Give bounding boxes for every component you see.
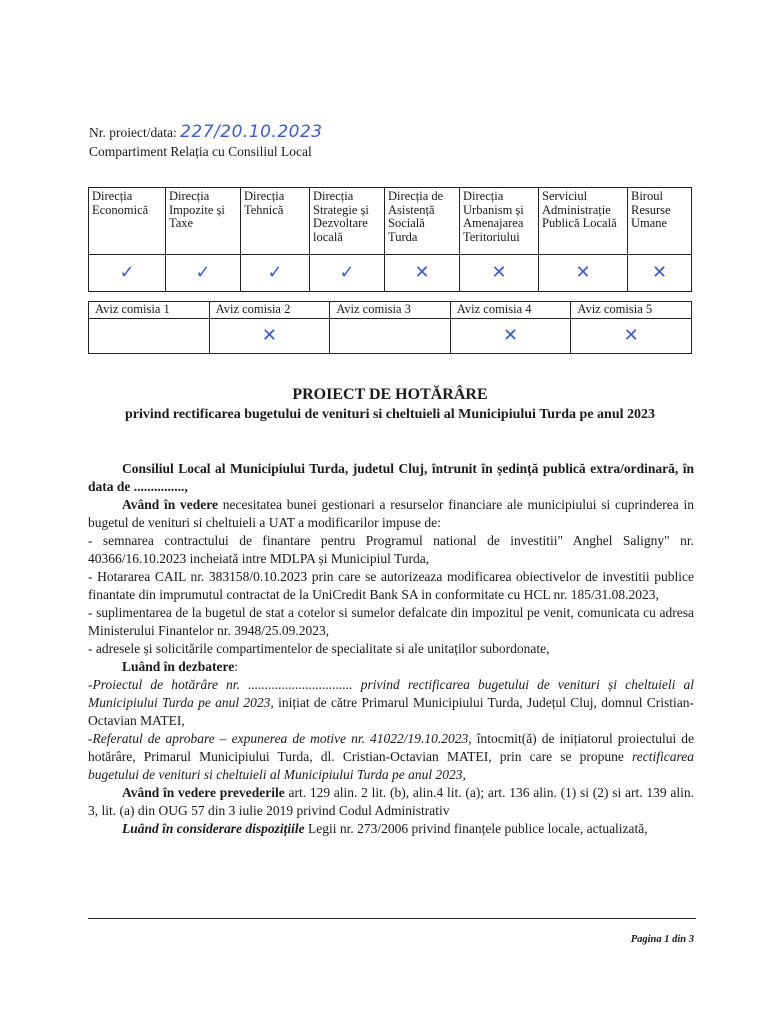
commission-header: Aviz comisia 2	[209, 302, 330, 319]
signature-mark: ✓	[310, 255, 385, 292]
considering-paragraph	[88, 496, 694, 532]
directions-approval-table	[88, 187, 692, 292]
signature-mark: ✕	[628, 255, 692, 292]
signature-mark: ✓	[241, 255, 310, 292]
commission-mark: ✕	[450, 318, 571, 353]
handwritten-project-number: 227/20.10.2023	[180, 122, 323, 142]
direction-header: Direcția Tehnică	[241, 188, 310, 255]
direction-header: Direcția Impozite și Taxe	[166, 188, 241, 255]
signature-mark: ✕	[460, 255, 539, 292]
document-body	[88, 460, 694, 838]
project-reference-italic: -Proiectul de hotărâre nr. ............................... privind rectificarea bugetului de venituri și cheltuieli al Municipiului Turda pe anul 2023,	[88, 677, 694, 710]
page-number: Pagina 1 din 3	[630, 934, 694, 945]
signature-mark: ✓	[89, 255, 166, 292]
signature-mark: ✓	[166, 255, 241, 292]
project-reference-paragraph	[88, 676, 694, 730]
considering-text: necesitatea bunei gestionari a resurselor financiare ale municipiului si cuprinderea in bugetul de venituri si cheltuieli a UAT a modificarilor impuse de:	[88, 497, 694, 530]
document-title: PROIECT DE HOTĂRÂRE	[292, 386, 488, 403]
provisions-text: art. 129 alin. 2 lit. (b), alin.4 lit. (a); art. 136 alin. (1) si (2) si art. 139 alin. 3, lit. (a) din OUG 57 din 3 iulie 2019 privind Codul Administrativ	[88, 785, 694, 818]
debate-colon: :	[234, 659, 239, 674]
law-label: Luând în considerare dispozițiile	[122, 821, 305, 836]
referat-text: întocmit(ă) de inițiatorul proiectului de hotărâre, Primarul Municipiului Turda, dl. Cristian-Octavian MATEI, prin care se propune	[88, 731, 695, 764]
footer-divider	[88, 918, 696, 919]
direction-header: Serviciul Administrație Publică Locală	[539, 188, 628, 255]
commission-mark: ✕	[571, 318, 692, 353]
direction-header: Direcția Strategie și Dezvoltare locală	[310, 188, 385, 255]
signature-mark: ✕	[385, 255, 460, 292]
commission-mark	[89, 318, 210, 353]
provisions-label: Având în vedere prevederile	[122, 785, 285, 800]
list-item: - semnarea contractului de finantare pentru Programul national de investitii" Anghel Saligny" nr. 40366/16.10.2023 incheiată intre MDLPA și Municipiul Turda,	[88, 533, 694, 566]
direction-header: Direcția Economică	[89, 188, 166, 255]
law-text: Legii nr. 273/2006 privind finanțele publice locale, actualizată,	[304, 821, 648, 836]
law-paragraph	[88, 820, 694, 838]
signature-mark: ✕	[539, 255, 628, 292]
commission-mark	[330, 318, 451, 353]
direction-header: Biroul Resurse Umane	[628, 188, 692, 255]
debate-heading	[88, 658, 694, 676]
referat-italic: -Referatul de aprobare – expunerea de motive nr. 41022/19.10.2023,	[88, 731, 472, 746]
document-header	[89, 123, 323, 161]
project-reference-text: inițiat de către Primarul Municipiului Turda, Județul Cluj, domnul Cristian-Octavian MATEI,	[88, 695, 694, 728]
commission-header: Aviz comisia 1	[89, 302, 210, 319]
provisions-paragraph	[88, 784, 694, 820]
compartment-label: Compartiment Relația cu Consiliul Local	[89, 144, 312, 159]
referat-paragraph	[88, 730, 694, 784]
commission-mark: ✕	[209, 318, 330, 353]
list-item: - Hotararea CAIL nr. 383158/0.10.2023 prin care se autorizeaza modificarea obiectivelor de investitii publice finantate din imprumutul contractat de la UniCredit Bank SA in conformitate cu HCL nr. 185/31.08.2023,	[88, 569, 694, 602]
commission-header: Aviz comisia 5	[571, 302, 692, 319]
project-number-label: Nr. proiect/data:	[89, 125, 177, 140]
council-paragraph: Consiliul Local al Municipiului Turda, judetul Cluj, întrunit în ședință publică extra/ordinară, în data de ...............,	[88, 461, 694, 494]
list-item: - suplimentarea de la bugetul de stat a cotelor si sumelor defalcate din impozitul pe venit, comunicata cu adresa Ministerului Finantelor nr. 3948/25.09.2023,	[88, 605, 694, 638]
document-subtitle: privind rectificarea bugetului de venituri si cheltuieli al Municipiului Turda pe anul 2023	[125, 407, 655, 422]
commission-header: Aviz comisia 3	[330, 302, 451, 319]
direction-header: Direcția de Asistență Socială Turda	[385, 188, 460, 255]
direction-header: Direcția Urbanism și Amenajarea Teritoriului	[460, 188, 539, 255]
commission-approval-table	[88, 301, 692, 354]
debate-label: Luând în dezbatere	[122, 659, 235, 674]
considering-label: Având în vedere	[122, 497, 219, 512]
commission-header: Aviz comisia 4	[450, 302, 571, 319]
referat-italic-end: rectificarea bugetului de venituri si cheltuieli al Municipiului Turda pe anul 2023,	[88, 749, 694, 782]
list-item: - adresele și solicitările compartimentelor de specialitate si ale unitaților subordonate,	[88, 641, 550, 656]
